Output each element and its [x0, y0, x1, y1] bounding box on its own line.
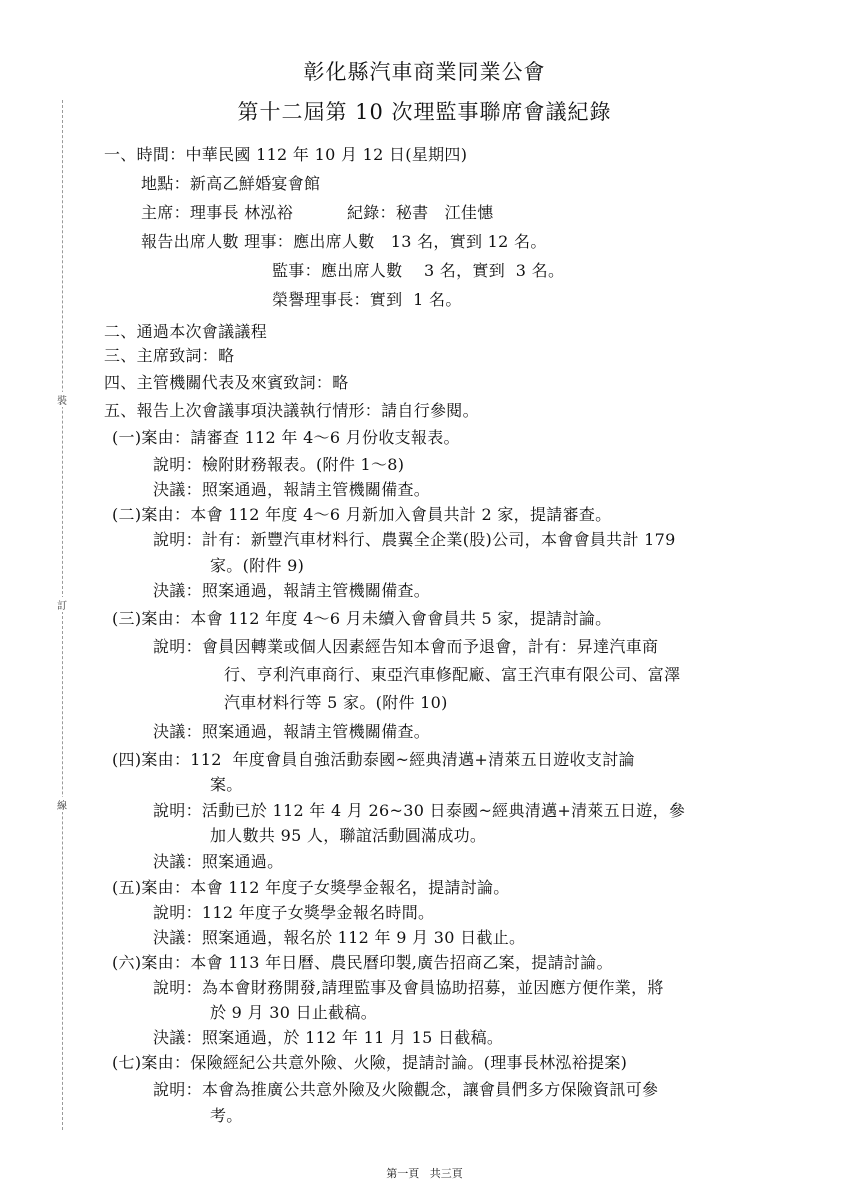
meeting-chair-recorder: 主席：理事長 林泓裕 紀錄：秘書 江佳憓 — [141, 203, 494, 222]
document-title: 彰化縣汽車商業同業公會 — [303, 60, 546, 84]
section-chair-speech: 三、主席致詞：略 — [104, 346, 235, 365]
case-1-resolution: 決議：照案通過，報請主管機關備查。 — [153, 480, 431, 499]
case-3-subject: (三)案由：本會 112 年度 4～6 月未續入會會員共 5 家，提請討論。 — [112, 609, 612, 628]
case-3-explanation-cont-2: 汽車材料行等 5 家。(附件 10) — [224, 693, 448, 712]
case-6-explanation: 說明：為本會財務開發,請理監事及會員協助招募，並因應方便作業，將 — [153, 978, 664, 997]
attendance-supervisors: 監事：應出席人數 3 名，實到 3 名。 — [272, 261, 565, 280]
meeting-location: 地點：新高乙鮮婚宴會館 — [141, 174, 321, 193]
case-7-explanation-cont: 考。 — [210, 1106, 243, 1125]
case-1-subject: (一)案由：請審查 112 年 4～6 月份收支報表。 — [112, 428, 460, 447]
case-6-explanation-cont: 於 9 月 30 日止截稿。 — [210, 1003, 378, 1022]
case-7-subject: (七)案由：保險經紀公共意外險、火險，提請討論。(理事長林泓裕提案) — [112, 1053, 628, 1072]
binding-label-ding: 訂 — [55, 597, 69, 612]
binding-line — [62, 100, 63, 1130]
case-5-resolution: 決議：照案通過，報名於 112 年 9 月 30 日截止。 — [153, 928, 526, 947]
case-4-subject: (四)案由：112 年度會員自強活動泰國~經典清邁+清萊五日遊收支討論 — [112, 750, 635, 769]
case-2-subject: (二)案由：本會 112 年度 4～6 月新加入會員共計 2 家，提請審查。 — [112, 505, 612, 524]
section-report: 五、報告上次會議事項決議執行情形：請自行參閱。 — [104, 401, 479, 420]
case-6-subject: (六)案由：本會 113 年日曆、農民曆印製,廣告招商乙案，提請討論。 — [112, 953, 613, 972]
binding-label-zhuang: 裝 — [55, 392, 69, 407]
section-agenda: 二、通過本次會議議程 — [104, 322, 268, 341]
section-guest-speech: 四、主管機關代表及來賓致詞：略 — [104, 373, 349, 392]
case-2-resolution: 決議：照案通過，報請主管機關備查。 — [153, 581, 431, 600]
document-subtitle: 第十二屆第 10 次理監事聯席會議紀錄 — [237, 100, 612, 124]
attendance-honorary: 榮譽理事長：實到 1 名。 — [272, 290, 462, 309]
case-3-resolution: 決議：照案通過，報請主管機關備查。 — [153, 722, 431, 741]
case-4-explanation: 說明：活動已於 112 年 4 月 26~30 日泰國~經典清邁+清萊五日遊，參 — [153, 801, 686, 820]
case-2-explanation-cont: 家。(附件 9) — [210, 556, 305, 575]
binding-label-xian: 線 — [55, 797, 69, 812]
case-7-explanation: 說明：本會為推廣公共意外險及火險觀念，讓會員們多方保險資訊可參 — [153, 1080, 659, 1099]
case-2-explanation: 說明：計有：新豐汽車材料行、農翼全企業(股)公司，本會會員共計 179 — [153, 530, 676, 549]
case-3-explanation: 說明：會員因轉業或個人因素經告知本會而予退會，計有：昇達汽車商 — [153, 637, 659, 656]
case-1-explanation: 說明：檢附財務報表。(附件 1～8) — [153, 455, 405, 474]
attendance-directors: 報告出席人數 理事：應出席人數 13 名，實到 12 名。 — [141, 232, 547, 251]
case-4-explanation-cont: 加人數共 95 人，聯誼活動圓滿成功。 — [210, 826, 487, 845]
meeting-time: 一、時間：中華民國 112 年 10 月 12 日(星期四) — [104, 145, 468, 164]
case-4-subject-cont: 案。 — [210, 775, 243, 794]
case-5-explanation: 說明：112 年度子女獎學金報名時間。 — [153, 903, 435, 922]
case-4-resolution: 決議：照案通過。 — [153, 852, 284, 871]
case-5-subject: (五)案由：本會 112 年度子女獎學金報名，提請討論。 — [112, 878, 510, 897]
page-footer: 第一頁 共三頁 — [386, 1167, 463, 1180]
case-6-resolution: 決議：照案通過，於 112 年 11 月 15 日截稿。 — [153, 1028, 504, 1047]
case-3-explanation-cont-1: 行、亨利汽車商行、東亞汽車修配廠、富王汽車有限公司、富澤 — [224, 665, 681, 684]
